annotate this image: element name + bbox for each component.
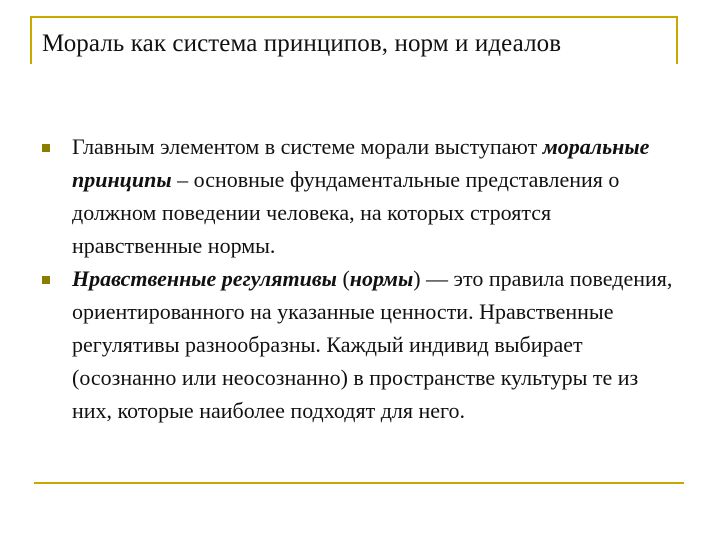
bullet-text: – основные фундаментальные представления о должном поведении человека, на которых строятся нравственные нормы. bbox=[72, 167, 620, 258]
square-bullet-icon bbox=[42, 276, 50, 284]
emphasized-term: моральные принципы bbox=[72, 134, 650, 192]
emphasized-term: нормы bbox=[349, 266, 414, 291]
list-item bbox=[40, 262, 680, 427]
emphasized-term: Нравственные регулятивы bbox=[72, 266, 337, 291]
bullet-text: ( bbox=[336, 266, 350, 291]
square-bullet-icon bbox=[42, 144, 50, 152]
bottom-divider bbox=[34, 482, 684, 484]
slide-title: Мораль как система принципов, норм и идеалов bbox=[42, 30, 562, 57]
list-item bbox=[40, 130, 680, 262]
bullet-text: ) — это правила поведения, ориентированного на указанные ценности. Нравственные регулятивы разнообразны. Каждый индивид выбирает (осознанно или неосознанно) в пространстве культуры те из них, которые наиболее подходят для него. bbox=[72, 266, 673, 423]
bullet-text: Главным элементом в системе морали выступают bbox=[72, 134, 543, 159]
content-list bbox=[40, 130, 680, 427]
